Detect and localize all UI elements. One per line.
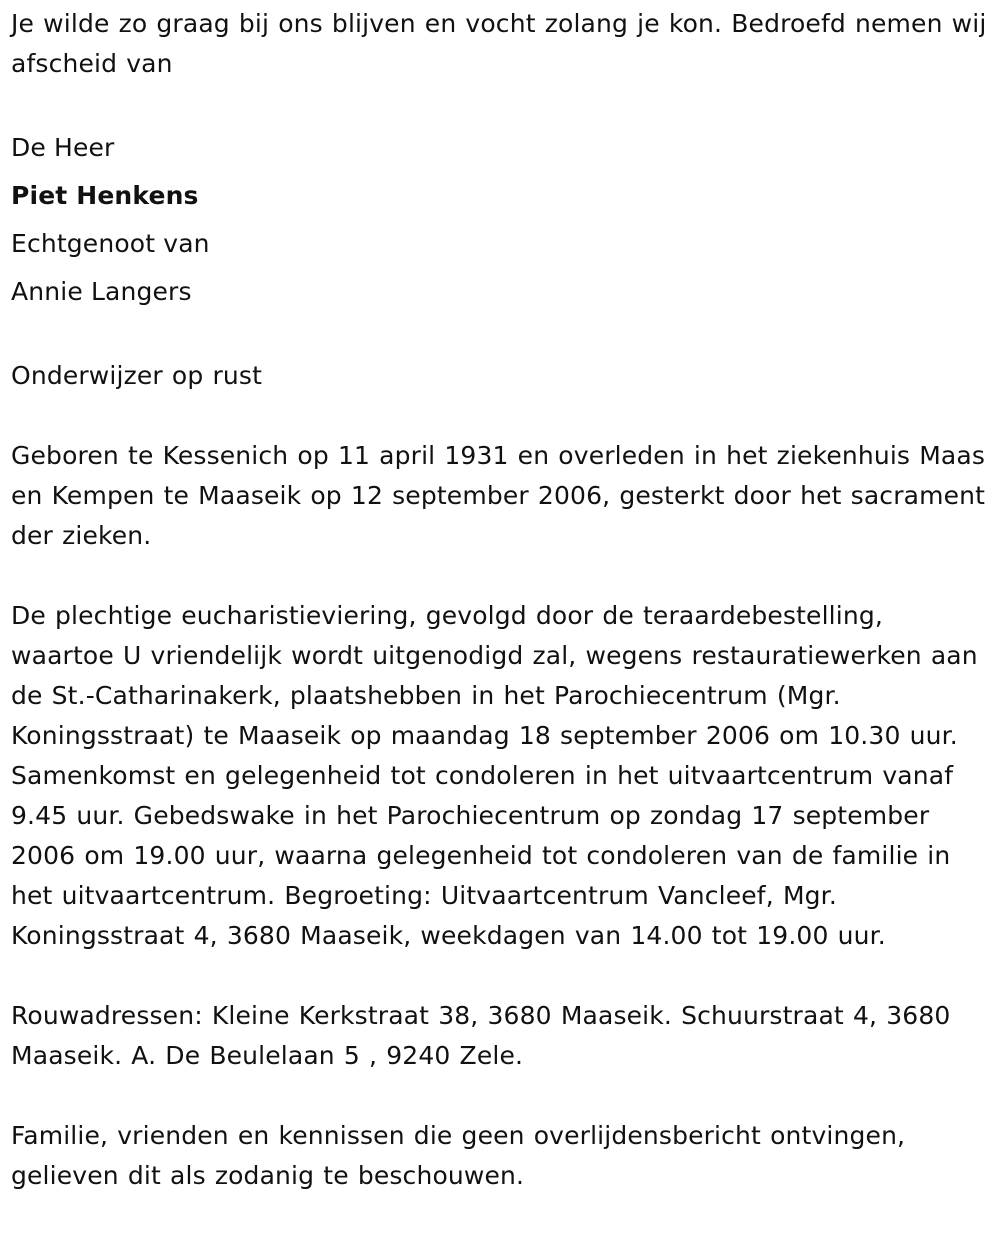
- person-block: [11, 124, 990, 316]
- person-title: De Heer: [11, 133, 115, 162]
- closing-paragraph: Familie, vrienden en kennissen die geen overlijdensbericht ontvingen, gelieven dit als zodanig te beschouwen.: [11, 1121, 906, 1190]
- addresses-paragraph: Rouwadressen: Kleine Kerkstraat 38, 3680 Maaseik. Schuurstraat 4, 3680 Maaseik. A. De Beulelaan 5 , 9240 Zele.: [11, 1001, 951, 1070]
- person-relation: Echtgenoot van: [11, 229, 210, 258]
- spacer: [11, 396, 990, 436]
- birth-death-paragraph: Geboren te Kessenich op 11 april 1931 en overleden in het ziekenhuis Maas en Kempen te Maaseik op 12 september 2006, gesterkt door het sacrament der zieken.: [11, 441, 986, 550]
- intro-text: Je wilde zo graag bij ons blijven en vocht zolang je kon. Bedroefd nemen wij afscheid van: [11, 9, 987, 78]
- spacer: [11, 316, 990, 356]
- spouse-name: Annie Langers: [11, 277, 192, 306]
- spacer: [11, 956, 990, 996]
- ceremony-paragraph: De plechtige eucharistieviering, gevolgd door de teraardebestelling, waartoe U vriendelijk wordt uitgenodigd zal, wegens restauratiewerken aan de St.-Catharinakerk, plaatshebben in het Parochiecentrum (Mgr. Koningsstraat) te Maaseik op maandag 18 september 2006 om 10.30 uur. Samenkomst en gelegenheid tot condoleren in het uitvaartcentrum vanaf 9.45 uur. Gebedswake in het Parochiecentrum op zondag 17 september 2006 om 19.00 uur, waarna gelegenheid tot condoleren van de familie in het uitvaartcentrum. Begroeting: Uitvaartcentrum Vancleef, Mgr. Koningsstraat 4, 3680 Maaseik, weekdagen van 14.00 tot 19.00 uur.: [11, 601, 978, 950]
- spacer: [11, 1076, 990, 1116]
- occupation-text: Onderwijzer op rust: [11, 361, 263, 390]
- spacer: [11, 84, 990, 124]
- spacer: [11, 556, 990, 596]
- person-name: Piet Henkens: [11, 181, 199, 210]
